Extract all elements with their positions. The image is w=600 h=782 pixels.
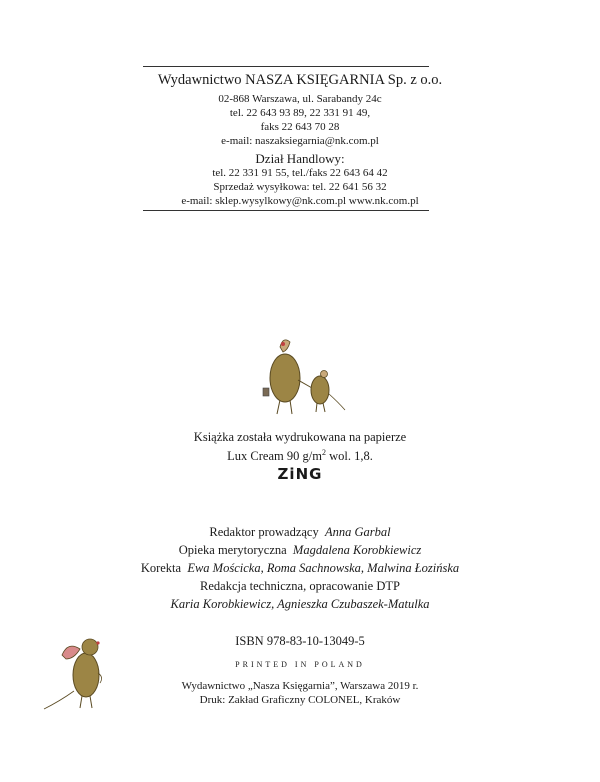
left-mouse-leg bbox=[90, 696, 92, 708]
credit-editor bbox=[0, 525, 600, 540]
small-mouse-leg bbox=[323, 403, 325, 412]
bag bbox=[263, 388, 269, 396]
printer-line: Druk: Zakład Graficzny COLONEL, Kraków bbox=[199, 694, 401, 706]
paper-line-1: Książka została wydrukowana na papierze bbox=[193, 430, 407, 444]
publisher-name: Wydawnictwo NASZA KSIĘGARNIA Sp. z o.o. bbox=[157, 72, 443, 88]
paper-line-2-prefix: Lux Cream 90 g/m bbox=[227, 449, 322, 464]
publisher-address: 02-868 Warszawa, ul. Sarabandy 24c bbox=[218, 93, 382, 105]
left-mouse-leg bbox=[80, 696, 82, 708]
left-mouse-ear bbox=[62, 646, 80, 659]
paper-unit-superscript: 2 bbox=[321, 448, 326, 457]
credit-proofreading bbox=[0, 561, 600, 576]
paper-line-2 bbox=[0, 448, 600, 464]
left-mouse-tail bbox=[44, 691, 74, 709]
mice-illustration bbox=[250, 322, 360, 422]
big-mouse-leg bbox=[290, 400, 292, 414]
credit-editor-name: Anna Garbal bbox=[324, 525, 391, 539]
sales-mail-order: Sprzedaż wysyłkowa: tel. 22 641 56 32 bbox=[213, 181, 387, 193]
left-mouse-head bbox=[82, 639, 98, 655]
big-mouse-nose bbox=[281, 342, 285, 346]
big-mouse-leg bbox=[277, 400, 280, 414]
big-mouse-body bbox=[270, 354, 300, 402]
credit-substantive bbox=[0, 543, 600, 558]
left-mouse-body bbox=[73, 653, 99, 697]
sales-heading: Dział Handlowy: bbox=[255, 151, 345, 166]
credit-tech-label: Redakcja techniczna, opracowanie DTP bbox=[200, 579, 400, 593]
credit-proofreading-names: Ewa Mościcka, Roma Sachnowska, Malwina Łozińska bbox=[187, 561, 460, 575]
top-rule bbox=[143, 66, 429, 67]
big-mouse-arm bbox=[298, 380, 312, 388]
publisher-tel: tel. 22 643 93 89, 22 331 91 49, bbox=[229, 107, 371, 119]
credit-tech-names-text: Karia Korobkiewicz, Agnieszka Czubaszek-Matulka bbox=[170, 597, 430, 611]
left-mouse-nose bbox=[96, 641, 99, 644]
paper-line-2-suffix: wol. 1,8. bbox=[325, 449, 373, 464]
mouse-illustration-left bbox=[40, 615, 125, 715]
small-mouse-ear bbox=[321, 371, 328, 378]
bottom-rule bbox=[143, 210, 429, 211]
sales-tel: tel. 22 331 91 55, tel./faks 22 643 64 42 bbox=[212, 167, 388, 179]
publisher-fax: faks 22 643 70 28 bbox=[260, 121, 340, 133]
printed-in: PRINTED IN POLAND bbox=[235, 660, 365, 669]
sales-contact[interactable]: e-mail: sklep.wysylkowy@nk.com.pl www.nk.com.pl bbox=[181, 195, 419, 207]
small-mouse-tail bbox=[329, 394, 345, 410]
credit-proofreading-label: Korekta bbox=[140, 561, 182, 575]
credit-tech-names bbox=[0, 597, 600, 612]
credit-substantive-label: Opieka merytoryczna bbox=[178, 543, 287, 557]
big-mouse-ear bbox=[280, 340, 290, 352]
credit-editor-label: Redaktor prowadzący bbox=[209, 525, 319, 539]
small-mouse-body bbox=[311, 376, 329, 404]
isbn: ISBN 978-83-10-13049-5 bbox=[235, 634, 365, 648]
zing-logo: ZiNG bbox=[277, 465, 323, 483]
edition-line: Wydawnictwo „Nasza Księgarnia”, Warszawa 2019 r. bbox=[181, 680, 419, 692]
publisher-email[interactable]: e-mail: naszaksiegarnia@nk.com.pl bbox=[221, 135, 379, 147]
small-mouse-leg bbox=[316, 403, 317, 412]
credit-substantive-name: Magdalena Korobkiewicz bbox=[292, 543, 422, 557]
